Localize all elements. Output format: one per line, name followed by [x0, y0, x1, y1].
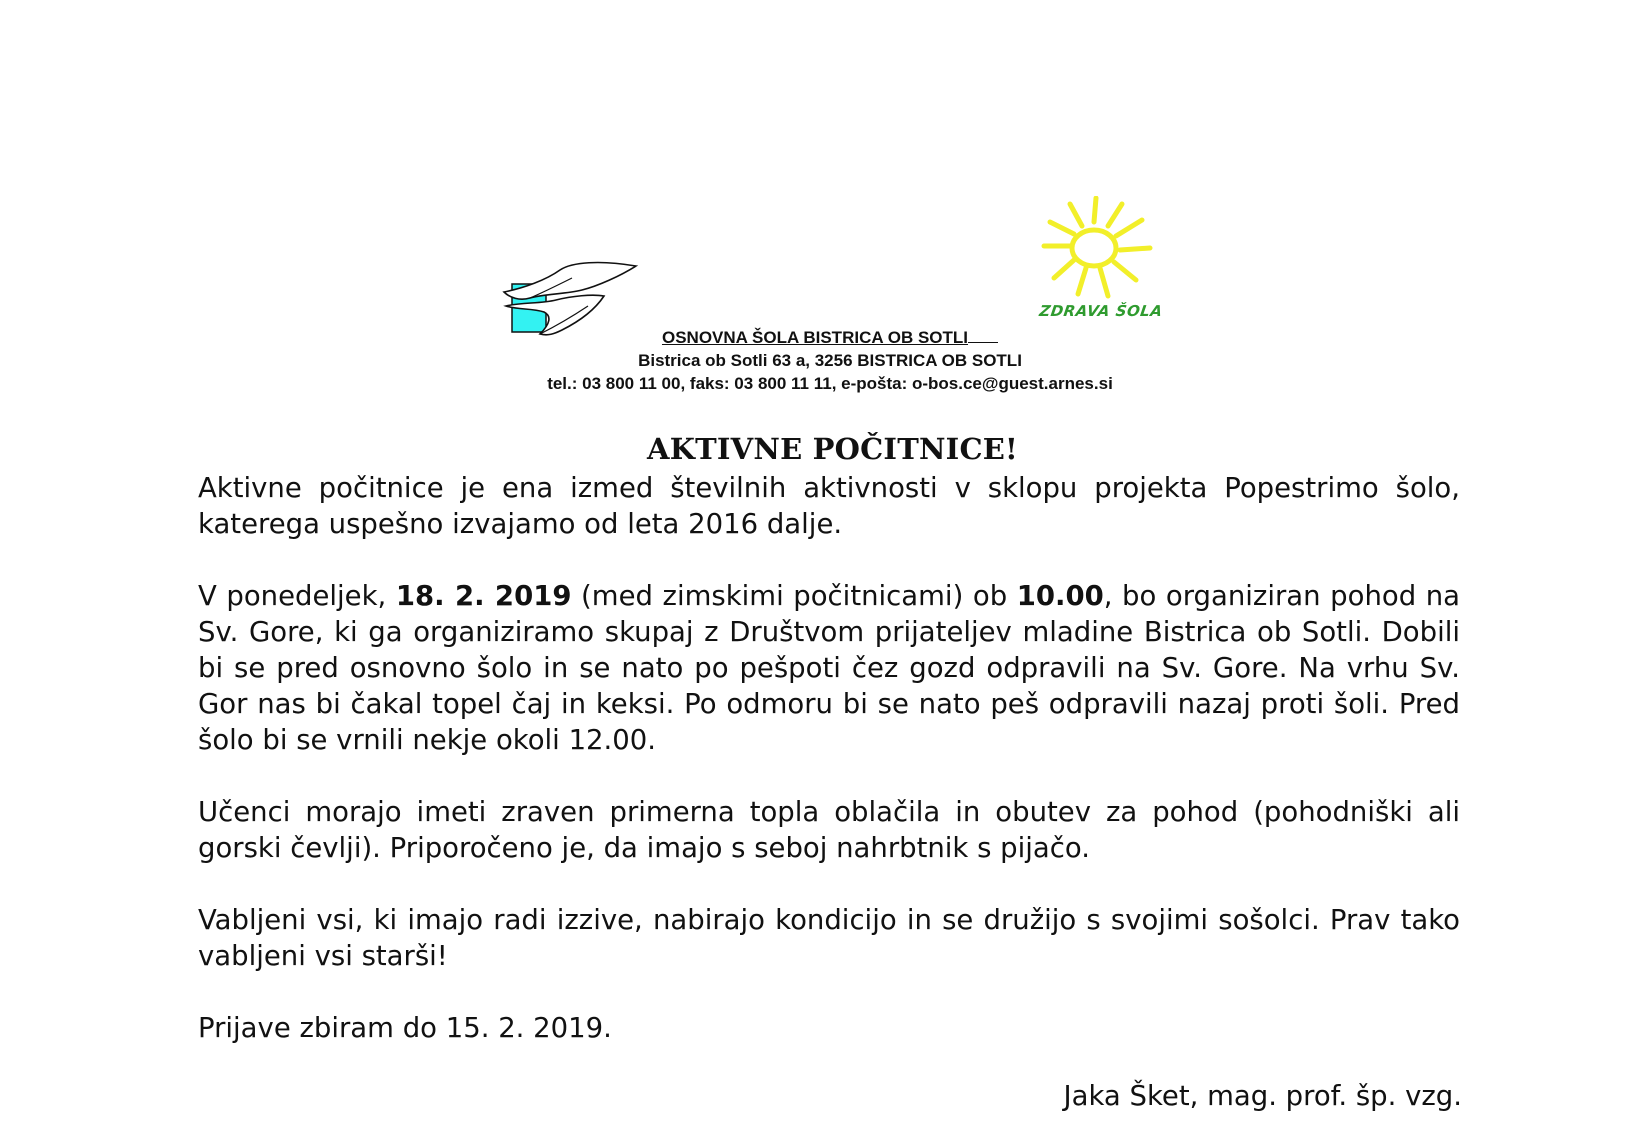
school-name: OSNOVNA ŠOLA BISTRICA OB SOTLI: [661, 328, 968, 347]
school-address: Bistrica ob Sotli 63 a, 3256 BISTRICA OB SOTLI: [638, 351, 1022, 370]
paragraph-intro: Aktivne počitnice je ena izmed številnih aktivnosti v sklopu projekta Popestrimo šolo, katerega uspešno izvajamo od leta 2016 dalje.: [198, 472, 1460, 540]
paragraph-invitation: Vabljeni vsi, ki imajo radi izzive, nabirajo kondicijo in se družijo s svojimi sošolci. Prav tako vabljeni vsi starši!: [198, 904, 1460, 972]
event-text-2: (med zimskimi počitnicami) ob: [571, 580, 1017, 612]
event-date: 18. 2. 2019: [395, 580, 572, 612]
document-body: [198, 470, 1460, 1046]
school-letterhead: [460, 326, 1200, 395]
event-text-3: , bo organiziran pohod na Sv. Gore, ki ga organiziramo skupaj z Društvom prijateljev mladine Bistrica ob Sotli. Dobili bi se pred osnovno šolo in se nato po pešpoti čez gozd odpravili na Sv. Gore. Na vrhu Sv. Gor nas bi čakal topel čaj in keksi. Po odmoru bi se nato peš odpravili nazaj proti šoli. Pred šolo bi se vrnili nekje okoli 12.00.: [198, 580, 1461, 756]
signature: Jaka Šket, mag. prof. šp. vzg.: [1063, 1080, 1462, 1112]
paragraph-event: [198, 578, 1460, 758]
paragraph-equipment: Učenci morajo imeti zraven primerna topla oblačila in obutev za pohod (pohodniški ali gorski čevlji). Priporočeno je, da imajo s seboj nahrbtnik s pijačo.: [198, 796, 1460, 864]
event-time: 10.00: [1016, 580, 1104, 612]
paragraph-registration: Prijave zbiram do 15. 2. 2019.: [198, 1012, 612, 1044]
health-school-label: ZDRAVA ŠOLA: [1038, 302, 1164, 320]
document-title: AKTIVNE POČITNICE!: [647, 432, 1018, 466]
event-text-1: V ponedeljek,: [198, 580, 396, 612]
school-contact: tel.: 03 800 11 00, faks: 03 800 11 11, e-pošta: o-bos.ce@guest.arnes.si: [547, 374, 1113, 393]
